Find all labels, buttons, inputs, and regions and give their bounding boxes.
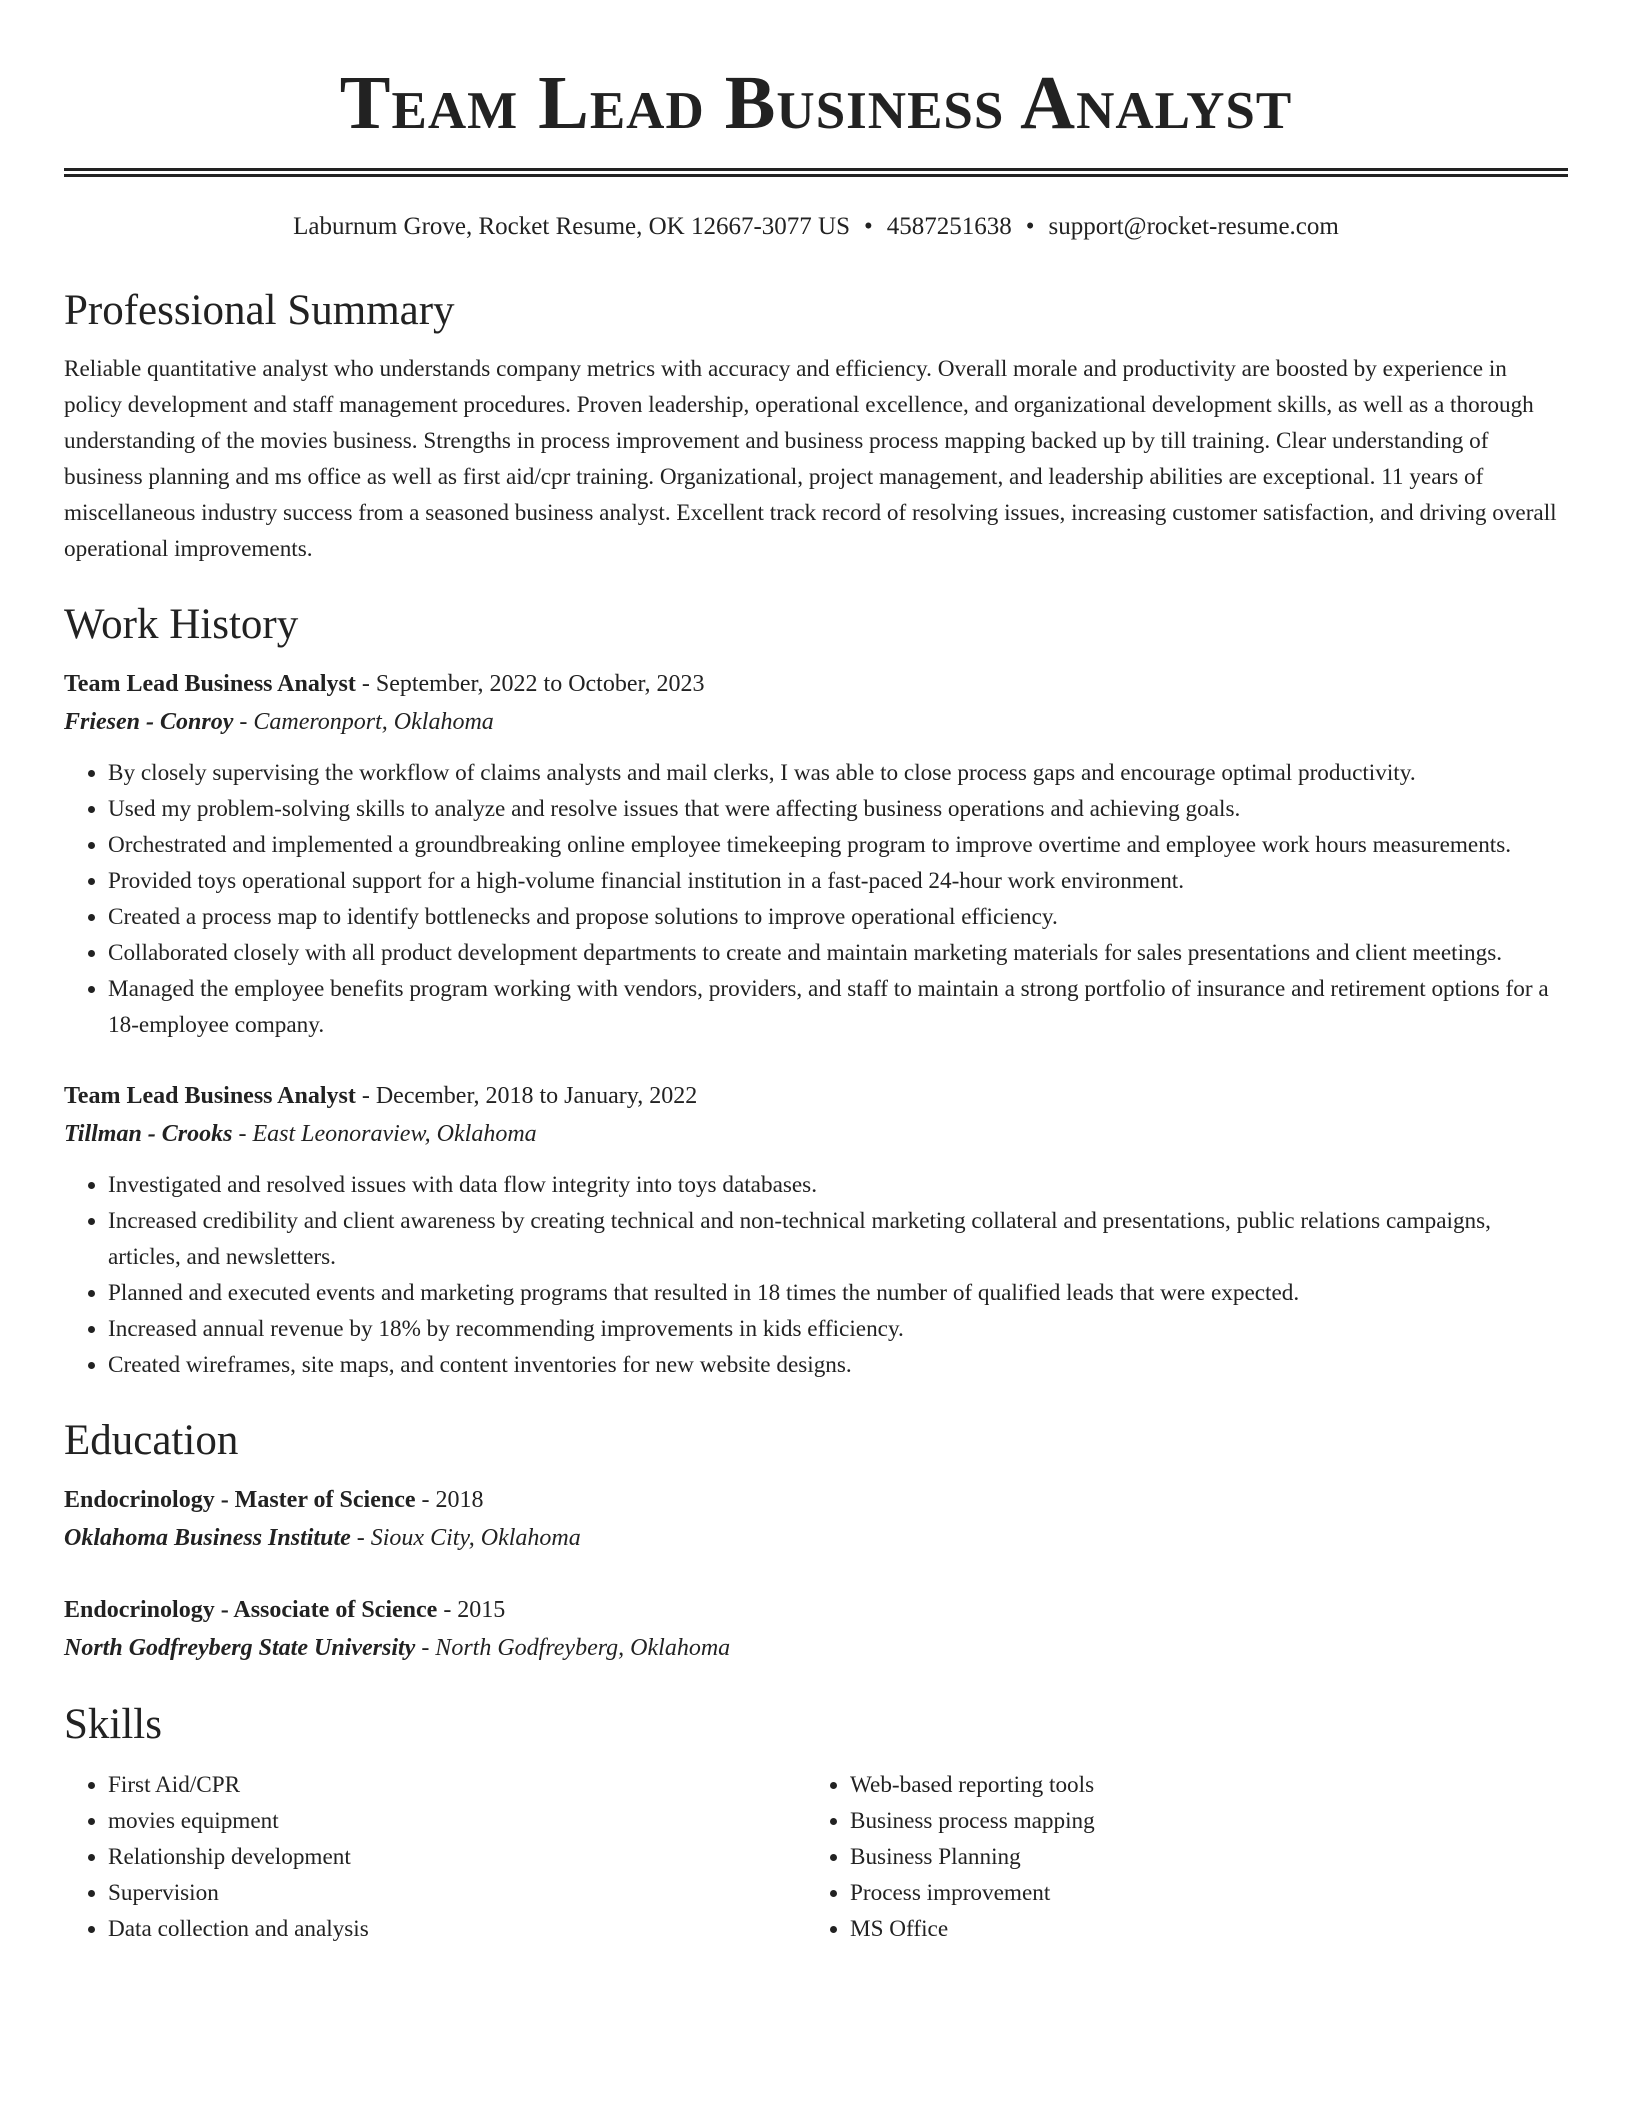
summary-heading: Professional Summary xyxy=(64,287,455,334)
job-dates: - December, 2018 to January, 2022 xyxy=(355,1083,698,1109)
skill-item: • Web-based reporting tools xyxy=(850,1767,1568,1803)
job-company: Tillman - Crooks xyxy=(64,1121,233,1147)
list-item: • Created wireframes, site maps, and content inventories for new website designs. xyxy=(108,1347,1568,1383)
skills-grid xyxy=(64,1767,1568,1947)
skill-item: • Data collection and analysis xyxy=(108,1911,806,1947)
skill-item: • Relationship development xyxy=(108,1839,806,1875)
contact-separator: • xyxy=(1025,213,1035,240)
education-entry xyxy=(64,1591,1568,1667)
list-item: • Used my problem-solving skills to analyze and resolve issues that were affecting business operations and achieving goals. xyxy=(108,791,1568,827)
skills-heading: Skills xyxy=(64,1701,162,1748)
skill-item: • First Aid/CPR xyxy=(108,1767,806,1803)
skills-list-right xyxy=(806,1767,1568,1947)
work-history-heading: Work History xyxy=(64,601,299,648)
skill-item: • MS Office xyxy=(850,1911,1568,1947)
school-name: Oklahoma Business Institute xyxy=(64,1525,351,1551)
education-heading: Education xyxy=(64,1417,239,1464)
school-line xyxy=(64,1519,1568,1557)
degree-name: Endocrinology - Master of Science xyxy=(64,1487,416,1513)
contact-email: support@rocket-resume.com xyxy=(1048,213,1339,240)
job-company-line xyxy=(64,703,1568,741)
job-title: Team Lead Business Analyst xyxy=(64,1083,356,1109)
list-item: • By closely supervising the workflow of claims analysts and mail clerks, I was able to close process gaps and encourage optimal productivity. xyxy=(108,755,1568,791)
job-company-line xyxy=(64,1115,1568,1153)
job-dates: - September, 2022 to October, 2023 xyxy=(355,671,705,697)
contact-separator: • xyxy=(864,213,873,240)
list-item: • Provided toys operational support for a high-volume financial institution in a fast-paced 24-hour work environment. xyxy=(108,863,1568,899)
degree-name: Endocrinology - Associate of Science xyxy=(64,1597,438,1623)
job-title-line xyxy=(64,1077,1568,1115)
title-divider xyxy=(64,168,1568,177)
job-location: - East Leonoraview, Oklahoma xyxy=(232,1121,537,1147)
skills-list-left xyxy=(64,1767,806,1947)
list-item: • Investigated and resolved issues with data flow integrity into toys databases. xyxy=(108,1167,1568,1203)
skill-item: • Business Planning xyxy=(850,1839,1568,1875)
skill-item: • Supervision xyxy=(108,1875,806,1911)
contact-phone: 4587251638 xyxy=(886,213,1012,240)
job-bullet-list xyxy=(64,755,1568,1043)
contact-address: Laburnum Grove, Rocket Resume, OK 12667-3077 US xyxy=(293,213,851,240)
job-location: - Cameronport, Oklahoma xyxy=(233,709,494,735)
list-item: • Increased annual revenue by 18% by recommending improvements in kids efficiency. xyxy=(108,1311,1568,1347)
job-title-line xyxy=(64,665,1568,703)
job-title: Team Lead Business Analyst xyxy=(64,671,356,697)
list-item: • Managed the employee benefits program working with vendors, providers, and staff to maintain a strong portfolio of insurance and retirement options for a 18-employee company. xyxy=(108,971,1568,1043)
school-name: North Godfreyberg State University xyxy=(64,1635,416,1661)
job-entry xyxy=(64,1077,1568,1383)
summary-text: Reliable quantitative analyst who understands company metrics with accuracy and efficiency. Overall morale and productivity are boosted by experience in policy development and staff management procedures. Proven leadership, operational excellence, and organizational development skills, as well as a thorough understanding of the movies business. Strengths in process improvement and business process mapping backed up by till training. Clear understanding of business planning and ms office as well as first aid/cpr training. Organizational, project management, and leadership abilities are exceptional. 11 years of miscellaneous industry success from a seasoned business analyst. Excellent track record of resolving issues, increasing customer satisfaction, and driving overall operational improvements. xyxy=(64,356,1557,562)
list-item: • Orchestrated and implemented a groundbreaking online employee timekeeping program to improve overtime and employee work hours measurements. xyxy=(108,827,1568,863)
school-location: - Sioux City, Oklahoma xyxy=(350,1525,581,1551)
degree-year: - 2015 xyxy=(437,1597,506,1623)
list-item: • Planned and executed events and marketing programs that resulted in 18 times the number of qualified leads that were expected. xyxy=(108,1275,1568,1311)
contact-line xyxy=(64,207,1568,247)
degree-year: - 2018 xyxy=(415,1487,484,1513)
list-item: • Increased credibility and client awareness by creating technical and non-technical marketing collateral and presentations, public relations campaigns, articles, and newsletters. xyxy=(108,1203,1568,1275)
job-bullet-list xyxy=(64,1167,1568,1383)
job-company: Friesen - Conroy xyxy=(64,709,234,735)
skill-item: • Process improvement xyxy=(850,1875,1568,1911)
skill-item: • movies equipment xyxy=(108,1803,806,1839)
education-entry xyxy=(64,1481,1568,1557)
job-entry xyxy=(64,665,1568,1043)
list-item: • Collaborated closely with all product development departments to create and maintain marketing materials for sales presentations and client meetings. xyxy=(108,935,1568,971)
skill-item: • Business process mapping xyxy=(850,1803,1568,1839)
resume-title: Team Lead Business Analyst xyxy=(339,61,1293,145)
degree-line xyxy=(64,1591,1568,1629)
school-line xyxy=(64,1629,1568,1667)
school-location: - North Godfreyberg, Oklahoma xyxy=(415,1635,731,1661)
list-item: • Created a process map to identify bottlenecks and propose solutions to improve operational efficiency. xyxy=(108,899,1568,935)
degree-line xyxy=(64,1481,1568,1519)
